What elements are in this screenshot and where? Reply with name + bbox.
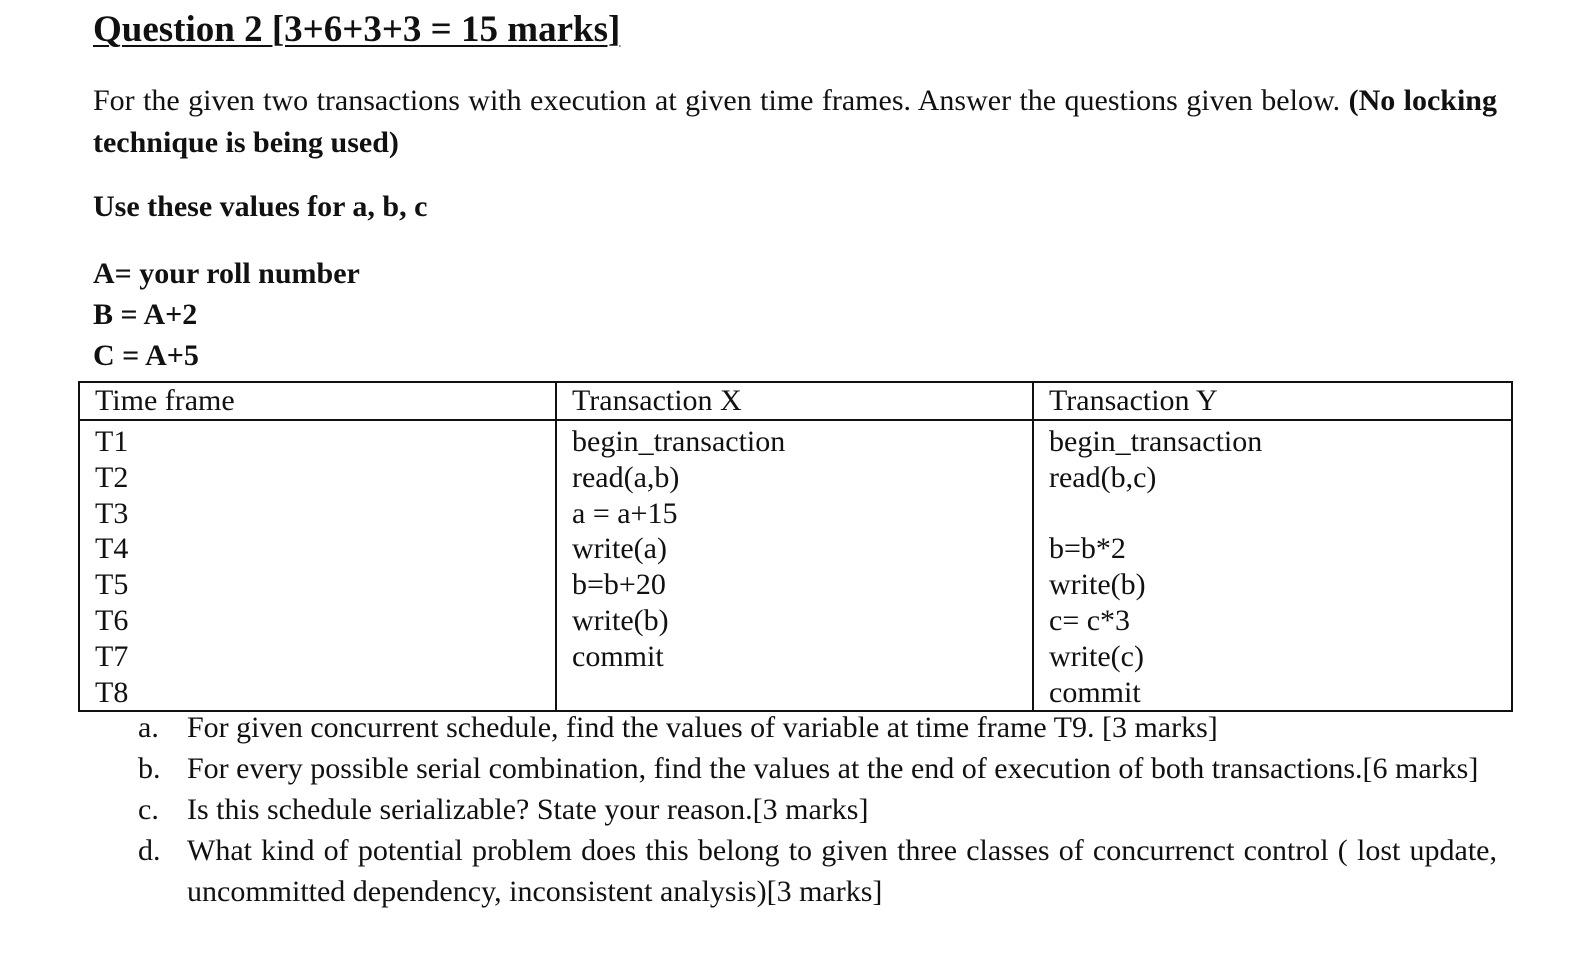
table-header-row — [79, 382, 1512, 420]
table-row — [79, 496, 1512, 532]
time-frame-cell: T7 — [79, 639, 556, 675]
values-heading: Use these values for a, b, c — [93, 190, 428, 223]
table-row — [79, 531, 1512, 567]
transaction-y-cell — [1033, 496, 1512, 532]
question-text: What kind of potential problem does this belong to given three classes of concurrenct control ( lost update, uncommitted dependency, inconsistent analysis)[3 marks] — [187, 834, 1497, 908]
transaction-y-cell: c= c*3 — [1033, 603, 1512, 639]
question-marker: d. — [138, 834, 161, 867]
question-item-a — [0, 707, 1497, 748]
time-frame-cell: T1 — [79, 420, 556, 460]
intro-bold-note: (No locking technique is being used) — [93, 84, 1497, 159]
transaction-x-cell: write(b) — [556, 603, 1033, 639]
transaction-y-cell: write(b) — [1033, 567, 1512, 603]
time-frame-cell: T8 — [79, 675, 556, 712]
question-list — [0, 707, 1577, 912]
header-transaction-y: Transaction Y — [1033, 382, 1512, 420]
question-text: Is this schedule serializable? State your reason.[3 marks] — [187, 793, 869, 826]
transaction-schedule-table — [78, 381, 1513, 712]
table-row — [79, 675, 1512, 712]
table-row — [79, 567, 1512, 603]
table-row — [79, 460, 1512, 496]
time-frame-cell: T2 — [79, 460, 556, 496]
definition-a: A= your roll number — [93, 257, 360, 290]
transaction-x-cell: a = a+15 — [556, 496, 1033, 532]
table-row — [79, 603, 1512, 639]
transaction-y-cell: write(c) — [1033, 639, 1512, 675]
question-item-d — [0, 830, 1497, 912]
time-frame-cell: T5 — [79, 567, 556, 603]
question-heading: Question 2 [3+6+3+3 = 15 marks] — [93, 9, 621, 50]
transaction-x-cell: write(a) — [556, 531, 1033, 567]
question-item-c — [0, 789, 1497, 830]
transaction-x-cell: commit — [556, 639, 1033, 675]
time-frame-cell: T3 — [79, 496, 556, 532]
transaction-y-cell: commit — [1033, 675, 1512, 712]
question-item-b — [0, 748, 1497, 789]
transaction-y-cell: begin_transaction — [1033, 420, 1512, 460]
transaction-y-cell: read(b,c) — [1033, 460, 1512, 496]
transaction-y-cell: b=b*2 — [1033, 531, 1512, 567]
table-row — [79, 639, 1512, 675]
intro-paragraph — [93, 80, 1497, 164]
transaction-x-cell: b=b+20 — [556, 567, 1033, 603]
intro-text: For the given two transactions with execution at given time frames. Answer the questions given below. — [93, 84, 1349, 117]
question-marker: b. — [138, 752, 161, 785]
table-row — [79, 420, 1512, 460]
definition-b: B = A+2 — [93, 298, 198, 331]
question-text: For every possible serial combination, find the values at the end of execution of both transactions.[6 marks] — [187, 752, 1479, 785]
question-marker: c. — [138, 793, 159, 826]
question-text: For given concurrent schedule, find the values of variable at time frame T9. [3 marks] — [187, 711, 1218, 744]
time-frame-cell: T6 — [79, 603, 556, 639]
header-time-frame: Time frame — [79, 382, 556, 420]
question-marker: a. — [138, 711, 159, 744]
time-frame-cell: T4 — [79, 531, 556, 567]
header-transaction-x: Transaction X — [556, 382, 1033, 420]
transaction-x-cell: begin_transaction — [556, 420, 1033, 460]
transaction-x-cell — [556, 675, 1033, 712]
transaction-x-cell: read(a,b) — [556, 460, 1033, 496]
definition-c: C = A+5 — [93, 339, 199, 372]
